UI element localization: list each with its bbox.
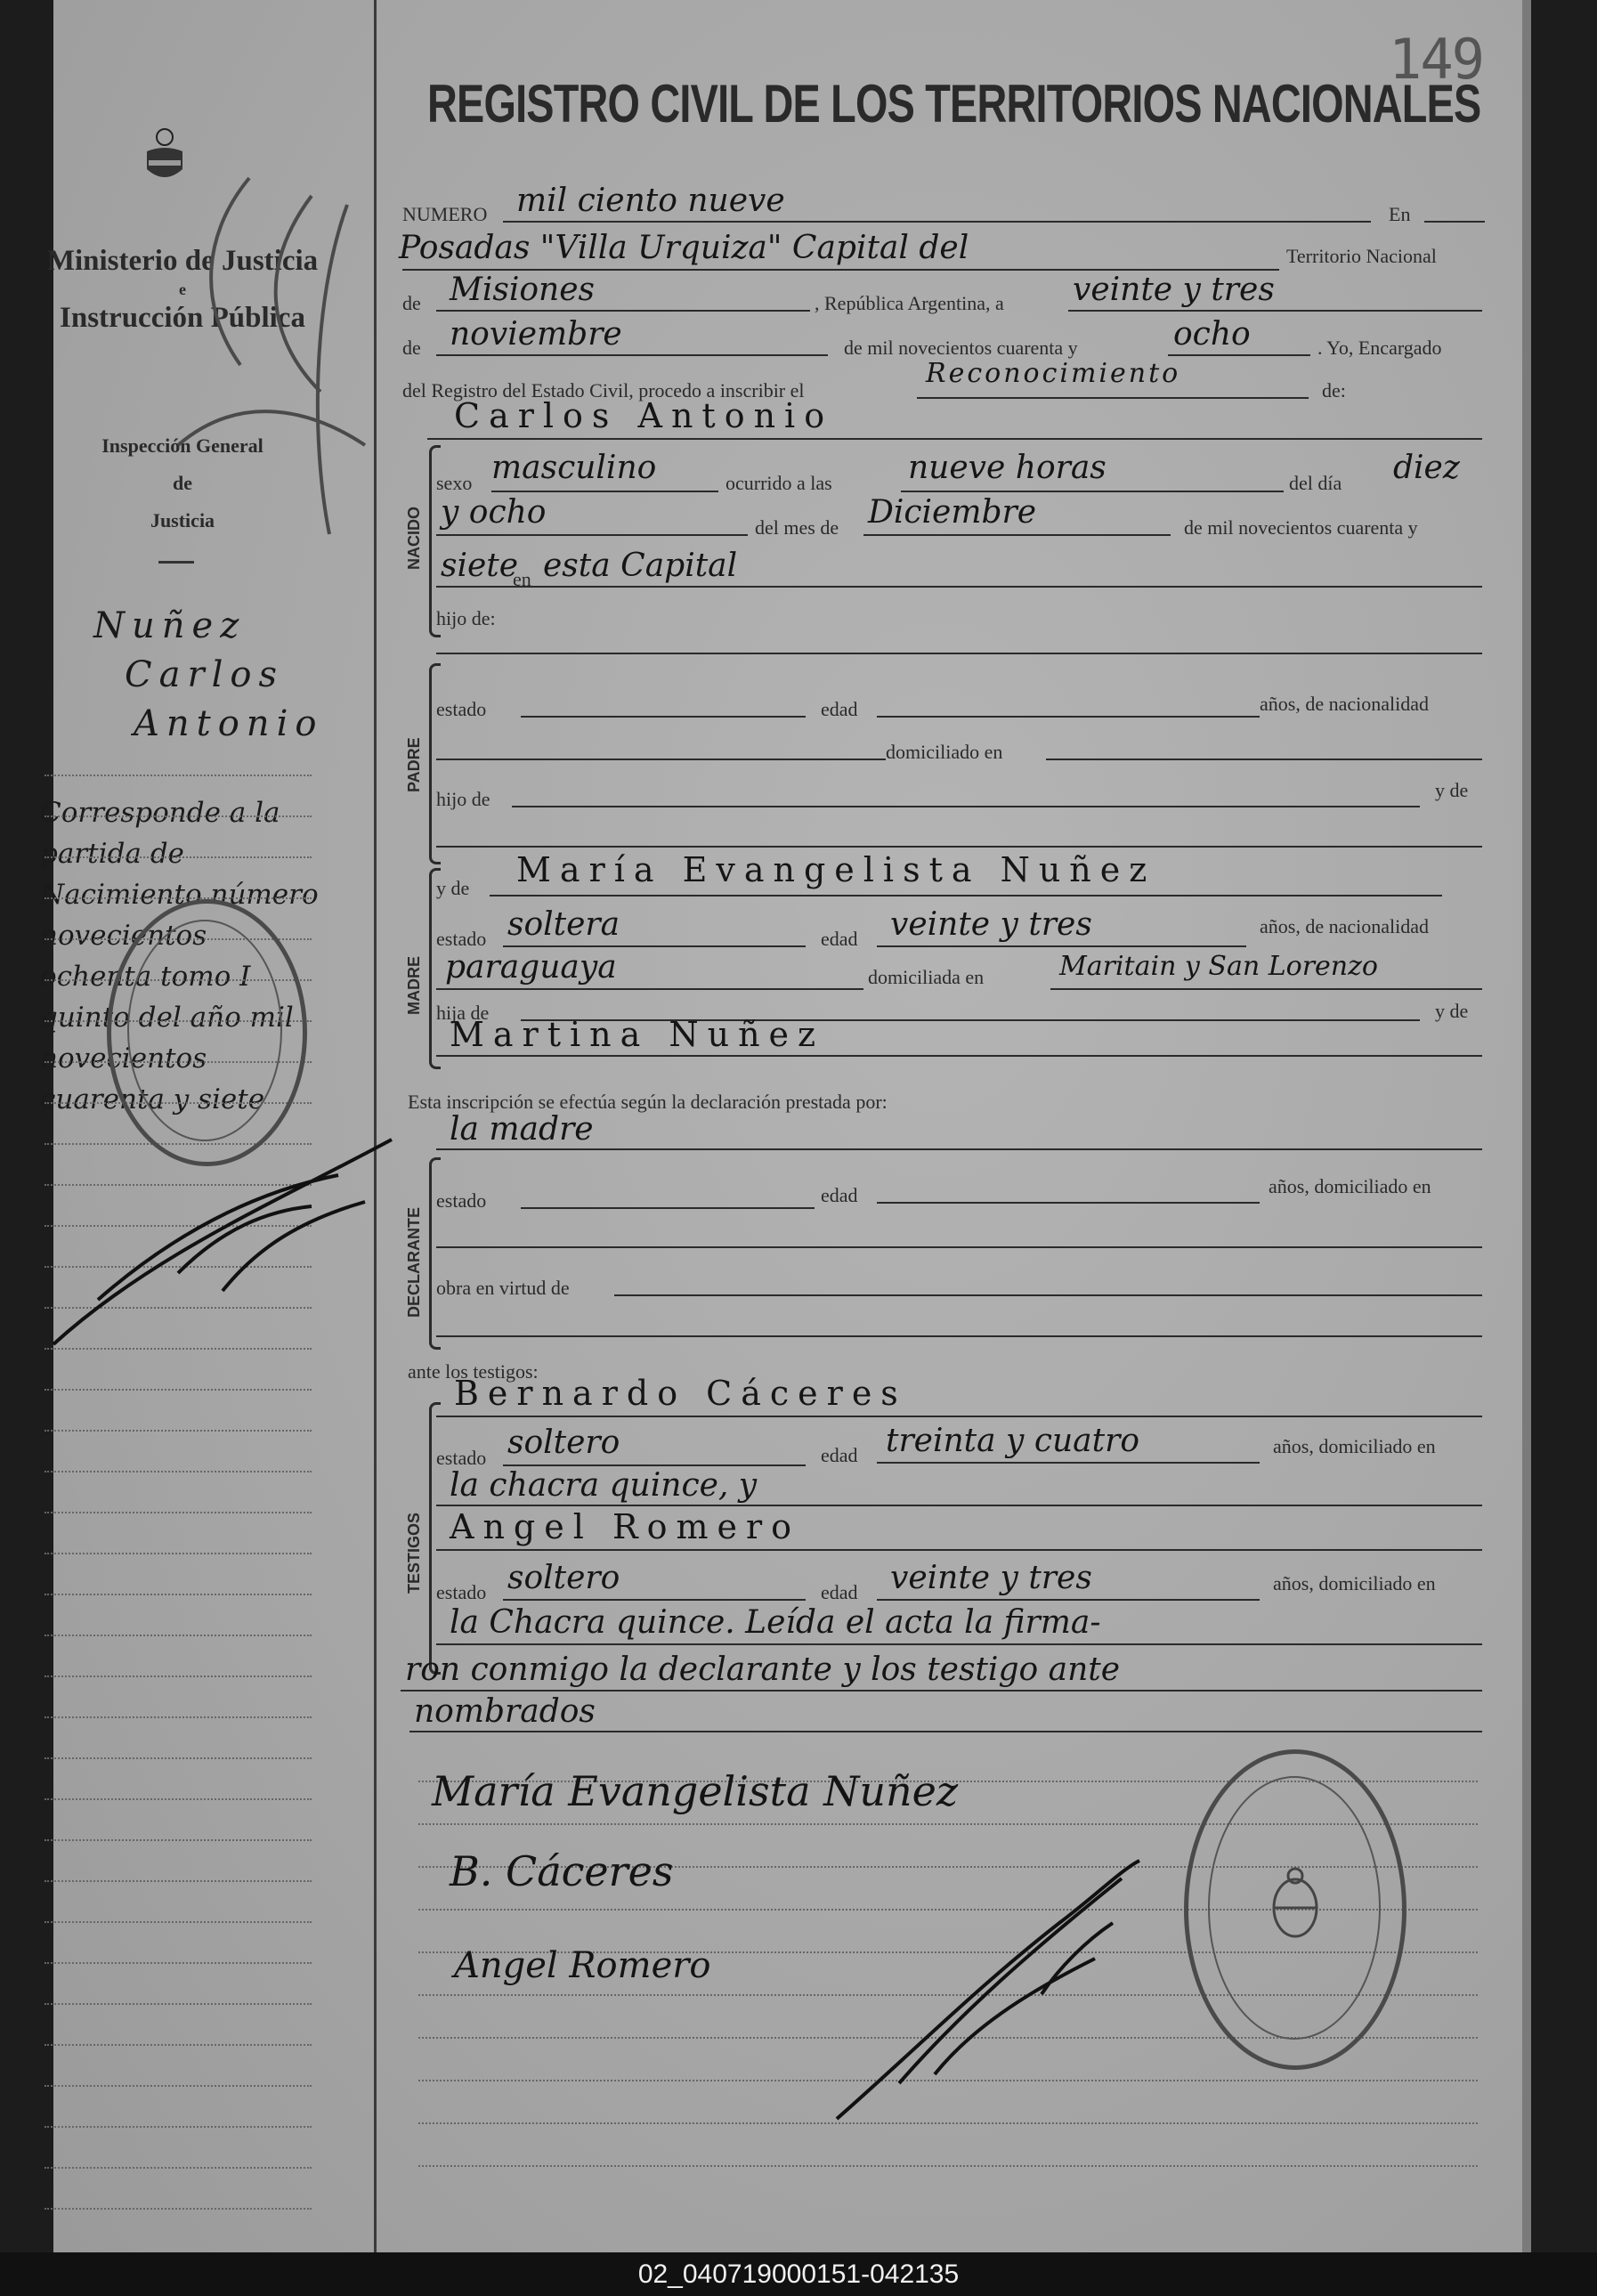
declarant-name-line bbox=[436, 1148, 1482, 1150]
inspection-line-3: Justicia bbox=[150, 509, 215, 531]
madre-section-label: MADRE bbox=[405, 956, 423, 1015]
margin-rule bbox=[45, 1921, 312, 1925]
closing-text-1: ron conmigo la declarante y los testigo ante bbox=[405, 1651, 1121, 1688]
madre-nationality-value: paraguaya bbox=[445, 949, 617, 986]
padre-anos-label: años, de nacionalidad bbox=[1260, 693, 1429, 715]
birth-year-value: siete bbox=[441, 548, 519, 584]
day-value: veinte y tres bbox=[1073, 272, 1275, 308]
madre-mother-line bbox=[436, 1055, 1482, 1057]
ministry-line-2: Instrucción Pública bbox=[60, 302, 305, 334]
file-id-footer: 02_040719000151-042135 bbox=[0, 2252, 1597, 2296]
witness1-edad-label: edad bbox=[821, 1444, 858, 1466]
witness2-estado-label: estado bbox=[436, 1581, 487, 1603]
madre-y-de-label: y de bbox=[436, 877, 470, 899]
page-title: REGISTRO CIVIL DE LOS TERRITORIOS NACIONALES bbox=[427, 74, 1481, 134]
madre-hija-label: hija de bbox=[436, 1002, 490, 1024]
hour-value: nueve horas bbox=[908, 450, 1107, 486]
madre-estado-line bbox=[503, 945, 806, 947]
birth-place-line bbox=[436, 586, 1482, 588]
declarante-estado-line bbox=[521, 1207, 815, 1209]
yo-label: . Yo, Encargado bbox=[1317, 337, 1442, 359]
margin-rule bbox=[45, 1471, 312, 1474]
margin-rule bbox=[45, 1880, 312, 1884]
margin-rule bbox=[45, 1553, 312, 1556]
closing-line-2 bbox=[409, 1731, 1482, 1732]
act-de-label: de: bbox=[1322, 379, 1346, 402]
hijo-label: hijo de: bbox=[436, 607, 496, 629]
padre-section-label: PADRE bbox=[405, 737, 423, 792]
padre-parent2-line bbox=[436, 846, 1482, 848]
en-label: En bbox=[1389, 203, 1411, 225]
registrar-signature-scribble bbox=[828, 1852, 1202, 2137]
madre-mother-value: Martina Nuñez bbox=[450, 1015, 825, 1054]
year-line bbox=[1168, 354, 1310, 356]
margin-rule bbox=[45, 2003, 312, 2007]
declarante-domicile-line bbox=[436, 1246, 1482, 1248]
padre-domicile-line bbox=[1046, 759, 1482, 760]
witness1-edad-value: treinta y cuatro bbox=[886, 1423, 1139, 1459]
act-value: Reconocimiento bbox=[926, 358, 1181, 389]
signature-madre: María Evangelista Nuñez bbox=[432, 1767, 959, 1815]
month-value: noviembre bbox=[450, 316, 622, 353]
margin-rule bbox=[45, 1512, 312, 1515]
margin-rule bbox=[45, 1962, 312, 1966]
day-line bbox=[1068, 310, 1482, 312]
child-name: Carlos Antonio bbox=[454, 396, 834, 435]
margin-initials-scribble bbox=[45, 1122, 401, 1389]
place-value: Posadas "Villa Urquiza" Capital del bbox=[399, 230, 969, 266]
witness2-edad-value: veinte y tres bbox=[890, 1560, 1092, 1596]
testigos-bracket bbox=[429, 1402, 441, 1675]
margin-rule bbox=[45, 856, 312, 860]
birth-place-value: esta Capital bbox=[543, 548, 738, 584]
witness2-domicile-line bbox=[436, 1643, 1482, 1645]
ministry-conjunction: e bbox=[179, 280, 186, 298]
stamp-emblem-icon bbox=[1264, 1865, 1326, 1945]
declarante-intro: Esta inscripción se efectúa según la declaración prestada por: bbox=[408, 1091, 888, 1113]
obra-line bbox=[614, 1294, 1482, 1296]
witness1-domicile: la chacra quince, y bbox=[450, 1467, 758, 1504]
birth-day-line bbox=[436, 534, 748, 536]
margin-rule bbox=[45, 897, 312, 901]
witness2-name-line bbox=[436, 1549, 1482, 1551]
margin-rule bbox=[45, 1716, 312, 1720]
margin-rule bbox=[45, 2167, 312, 2170]
declarante-edad-line bbox=[877, 1202, 1260, 1204]
padre-domiciliado-label: domiciliado en bbox=[886, 741, 1003, 763]
left-stamp-inner-ring bbox=[127, 920, 282, 1141]
madre-edad-line bbox=[877, 945, 1246, 947]
margin-rule bbox=[45, 1675, 312, 1679]
ocurrido-label: ocurrido a las bbox=[726, 472, 832, 494]
madre-anos-label: años, de nacionalidad bbox=[1260, 915, 1429, 937]
signature-witness-2: Angel Romero bbox=[454, 1945, 711, 1986]
republica-label: , República Argentina, a bbox=[815, 292, 1004, 314]
madre-name: María Evangelista Nuñez bbox=[516, 850, 1156, 889]
margin-rule bbox=[45, 1594, 312, 1597]
month-de-label: de bbox=[402, 337, 421, 359]
margin-rule bbox=[45, 2208, 312, 2211]
padre-parent-line bbox=[512, 806, 1420, 807]
margin-annotation: Corresponde a la partida de Nacimiento número novecientos ochenta tomo I quinto del año mil novecientos cuarenta y siete bbox=[40, 797, 319, 1116]
year-label: de mil novecientos cuarenta y bbox=[844, 337, 1078, 359]
month-line bbox=[436, 354, 828, 356]
madre-edad-value: veinte y tres bbox=[890, 906, 1092, 943]
sexo-line bbox=[491, 491, 718, 492]
margin-rule bbox=[45, 1798, 312, 1802]
birth-month-value: Diciembre bbox=[868, 494, 1037, 531]
margin-rule bbox=[45, 1389, 312, 1392]
padre-name-line bbox=[436, 653, 1482, 654]
testigos-section-label: TESTIGOS bbox=[405, 1512, 423, 1594]
margin-rule bbox=[45, 2044, 312, 2048]
place-line bbox=[402, 269, 1279, 271]
numero-value: mil ciento nueve bbox=[516, 183, 785, 219]
birth-year-label: de mil novecientos cuarenta y bbox=[1184, 516, 1418, 539]
numero-line bbox=[503, 221, 1371, 223]
inspection-line-1: Inspección General bbox=[101, 434, 263, 457]
registro-label: del Registro del Estado Civil, procedo a inscribir el bbox=[402, 379, 805, 402]
witness1-estado-value: soltero bbox=[507, 1424, 620, 1461]
declarante-extra-line bbox=[436, 1335, 1482, 1337]
padre-edad-label: edad bbox=[821, 698, 858, 720]
margin-rule bbox=[45, 1430, 312, 1433]
madre-estado-label: estado bbox=[436, 928, 487, 950]
right-official-stamp bbox=[1184, 1749, 1406, 2070]
margin-rule bbox=[45, 1839, 312, 1843]
madre-domiciliada-label: domiciliada en bbox=[868, 966, 985, 988]
declarante-edad-label: edad bbox=[821, 1184, 858, 1206]
madre-domicile-value: Maritain y San Lorenzo bbox=[1059, 951, 1378, 982]
padre-estado-label: estado bbox=[436, 698, 487, 720]
margin-rule bbox=[45, 815, 312, 819]
margin-rule bbox=[45, 2126, 312, 2130]
padre-edad-line bbox=[877, 716, 1260, 718]
declarante-bracket bbox=[429, 1157, 441, 1350]
witness2-estado-line bbox=[503, 1599, 806, 1601]
witness1-domicile-line bbox=[436, 1505, 1482, 1506]
declarante-anos-label: años, domiciliado en bbox=[1269, 1175, 1431, 1197]
witness1-name-line bbox=[436, 1416, 1482, 1417]
madre-nationality-line bbox=[436, 988, 863, 990]
margin-given-name-1: Carlos bbox=[125, 654, 284, 695]
nacido-section-label: NACIDO bbox=[405, 507, 423, 570]
child-name-line bbox=[427, 438, 1482, 440]
act-line bbox=[917, 397, 1309, 399]
padre-hijo-label: hijo de bbox=[436, 788, 490, 810]
witness2-name: Angel Romero bbox=[450, 1507, 801, 1546]
closing-text-2: nombrados bbox=[414, 1693, 596, 1730]
madre-domicile-line bbox=[1050, 988, 1482, 990]
padre-estado-line bbox=[521, 716, 806, 718]
witness1-name: Bernardo Cáceres bbox=[454, 1374, 907, 1413]
hour-line bbox=[901, 491, 1284, 492]
padre-y-de-label: y de bbox=[1435, 779, 1469, 801]
obra-label: obra en virtud de bbox=[436, 1277, 570, 1299]
madre-name-line bbox=[490, 895, 1442, 896]
witness2-estado-value: soltero bbox=[507, 1560, 620, 1596]
declarant-value: la madre bbox=[450, 1111, 594, 1148]
margin-surname: Nuñez bbox=[93, 605, 247, 646]
birth-en-label: en bbox=[513, 568, 531, 590]
madre-estado-value: soltera bbox=[507, 906, 620, 943]
witness2-edad-line bbox=[877, 1599, 1260, 1601]
inspection-line-2: de bbox=[173, 472, 192, 494]
sexo-label: sexo bbox=[436, 472, 473, 494]
madre-y-de2-label: y de bbox=[1435, 1000, 1469, 1022]
padre-nationality-line bbox=[436, 759, 886, 760]
year-value: ocho bbox=[1173, 316, 1251, 353]
margin-rule bbox=[45, 2085, 312, 2089]
page-edge bbox=[1522, 0, 1531, 2252]
territorio-label: Territorio Nacional bbox=[1286, 245, 1437, 267]
witness2-domicile: la Chacra quince. Leída el acta la firma- bbox=[450, 1604, 1101, 1641]
margin-given-name-2: Antonio bbox=[134, 703, 324, 744]
margin-rule bbox=[45, 775, 312, 778]
birth-month-line bbox=[863, 534, 1171, 536]
signature-witness-1: B. Cáceres bbox=[450, 1847, 674, 1895]
witness1-anos-label: años, domiciliado en bbox=[1273, 1435, 1436, 1457]
witness1-estado-label: estado bbox=[436, 1447, 487, 1469]
witness1-estado-line bbox=[503, 1464, 806, 1466]
declarante-section-label: DECLARANTE bbox=[405, 1207, 423, 1318]
madre-edad-label: edad bbox=[821, 928, 858, 950]
declarante-estado-label: estado bbox=[436, 1189, 487, 1212]
margin-rule bbox=[45, 1757, 312, 1761]
territory-value: Misiones bbox=[450, 272, 596, 308]
signature-rule bbox=[418, 2165, 1478, 2169]
margin-rule bbox=[45, 1635, 312, 1638]
numero-label: NUMERO bbox=[402, 203, 488, 225]
page-number: 149 bbox=[1389, 27, 1483, 92]
del-dia-label: del día bbox=[1289, 472, 1342, 494]
territory-line bbox=[436, 310, 810, 312]
birth-day-value-a: diez bbox=[1393, 450, 1460, 486]
territory-de-label: de bbox=[402, 292, 421, 314]
en-line bbox=[1424, 221, 1485, 223]
margin-signature-scribble bbox=[45, 71, 383, 605]
witness1-edad-line bbox=[877, 1462, 1260, 1464]
ministry-line-1: Ministerio de Justicia bbox=[46, 245, 319, 277]
testigos-intro: ante los testigos: bbox=[408, 1360, 539, 1383]
sexo-value: masculino bbox=[491, 450, 657, 486]
del-mes-label: del mes de bbox=[755, 516, 839, 539]
closing-line-1 bbox=[401, 1690, 1482, 1692]
padre-bracket bbox=[429, 663, 441, 864]
witness2-edad-label: edad bbox=[821, 1581, 858, 1603]
birth-day-value-b: y ocho bbox=[441, 494, 547, 531]
witness2-anos-label: años, domiciliado en bbox=[1273, 1572, 1436, 1594]
